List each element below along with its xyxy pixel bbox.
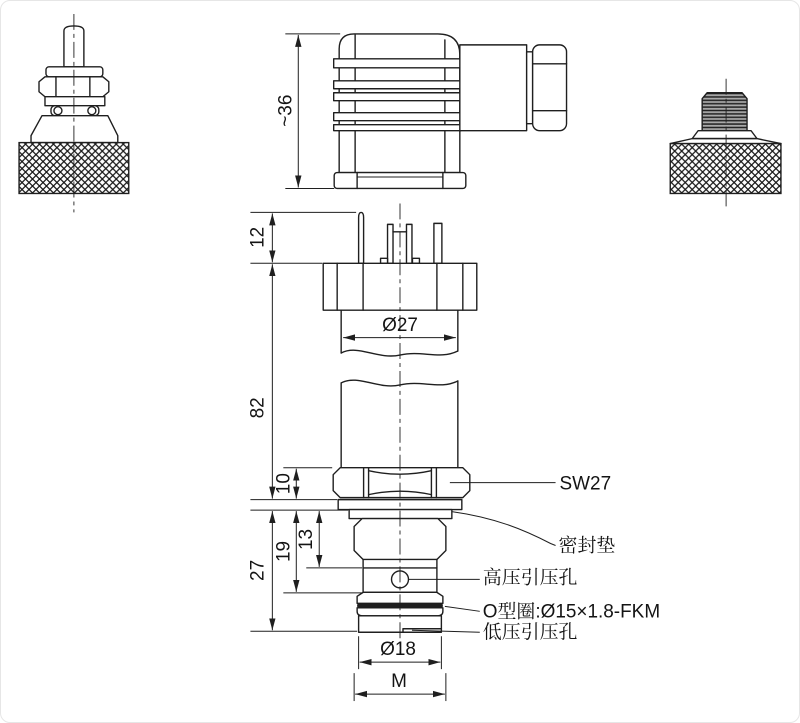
dim-body-diameter: Ø27	[382, 315, 418, 337]
wrench-hex	[333, 468, 470, 498]
dim-body-length: 82	[247, 397, 269, 419]
seal-gasket-washer	[349, 510, 452, 519]
dim-tip-diameter: Ø18	[380, 639, 416, 661]
cable-connector-figure	[19, 14, 129, 212]
cable-gland-body	[460, 45, 527, 131]
connector-collar	[46, 67, 103, 77]
label-wrench-size: SW27	[559, 473, 612, 495]
label-high-pressure-port: 高压引压孔	[482, 567, 578, 589]
break-line	[341, 380, 458, 386]
pin-foot	[381, 258, 388, 263]
dim-hex-height: 10	[273, 473, 295, 495]
flare-cone	[31, 116, 118, 143]
pin	[434, 223, 442, 263]
pressure-transmitter-drawing	[1, 1, 799, 722]
gland-neck	[527, 52, 533, 124]
pin-foot	[412, 258, 419, 263]
dim-hp-port-depth: 13	[296, 528, 318, 551]
leader-line	[452, 512, 556, 546]
threaded-stud	[702, 93, 747, 131]
pin	[388, 224, 393, 263]
dim-connector-height	[275, 34, 340, 189]
dim-connector-height-label: ~36	[275, 94, 297, 127]
gland-hex-nut	[533, 45, 567, 131]
stud-flange	[692, 131, 757, 139]
dim-pin-height: 12	[247, 226, 269, 248]
knurled-grip	[670, 144, 781, 194]
needle-pin	[359, 212, 364, 263]
connector-ring	[45, 97, 105, 106]
dim-thread: M	[391, 671, 407, 693]
connector-base-plate	[334, 173, 466, 189]
leader-line	[445, 606, 480, 611]
pin	[406, 224, 411, 263]
label-low-pressure-port: 低压引压孔	[482, 622, 578, 644]
connector-housing	[339, 34, 460, 173]
break-line	[341, 350, 458, 356]
m12-adapter-figure	[670, 79, 781, 209]
dim-process-length: 27	[247, 559, 269, 581]
din-connector-figure	[334, 34, 567, 189]
label-o-ring: O型圈:Ø15×1.8-FKM	[482, 601, 661, 623]
label-seal-gasket: 密封垫	[558, 535, 616, 557]
dim-port-length: 19	[273, 540, 295, 563]
transmitter-main-figure	[323, 203, 477, 654]
flare-band	[670, 139, 781, 144]
